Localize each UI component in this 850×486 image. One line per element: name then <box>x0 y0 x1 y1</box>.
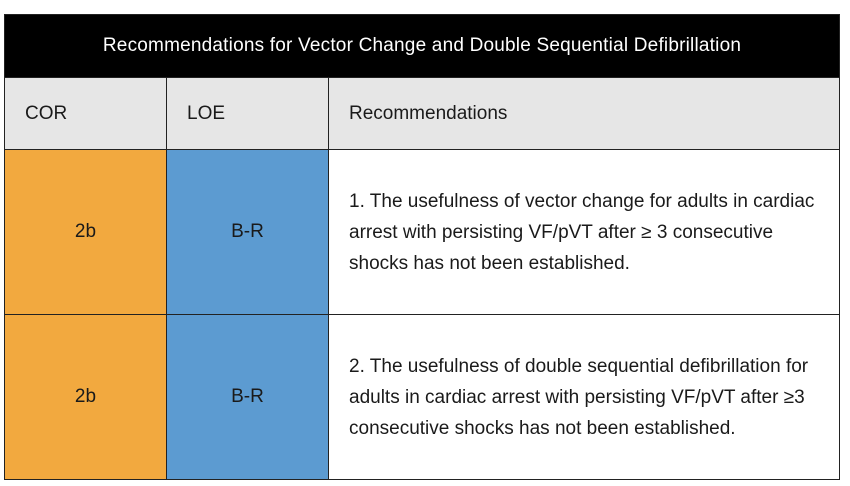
loe-cell: B-R <box>167 150 329 314</box>
header-recommendations: Recommendations <box>349 102 508 124</box>
cor-cell: 2b <box>5 150 167 314</box>
table-row <box>5 314 839 479</box>
table-header-row <box>5 77 839 149</box>
recommendations-table <box>4 14 840 480</box>
recommendation-text: 1. The usefulness of vector change for adults in cardiac arrest with persisting VF/pVT after ≥ 3 consecutive shocks has not been established. <box>329 150 839 314</box>
recommendation-text: 2. The usefulness of double sequential defibrillation for adults in cardiac arrest with persisting VF/pVT after ≥3 consecutive shocks has not been established. <box>329 315 839 479</box>
cor-cell: 2b <box>5 315 167 479</box>
loe-cell: B-R <box>167 315 329 479</box>
table-title: Recommendations for Vector Change and Double Sequential Defibrillation <box>5 15 839 77</box>
header-cor: COR <box>5 78 167 149</box>
header-loe: LOE <box>167 78 329 149</box>
table-row <box>5 149 839 314</box>
